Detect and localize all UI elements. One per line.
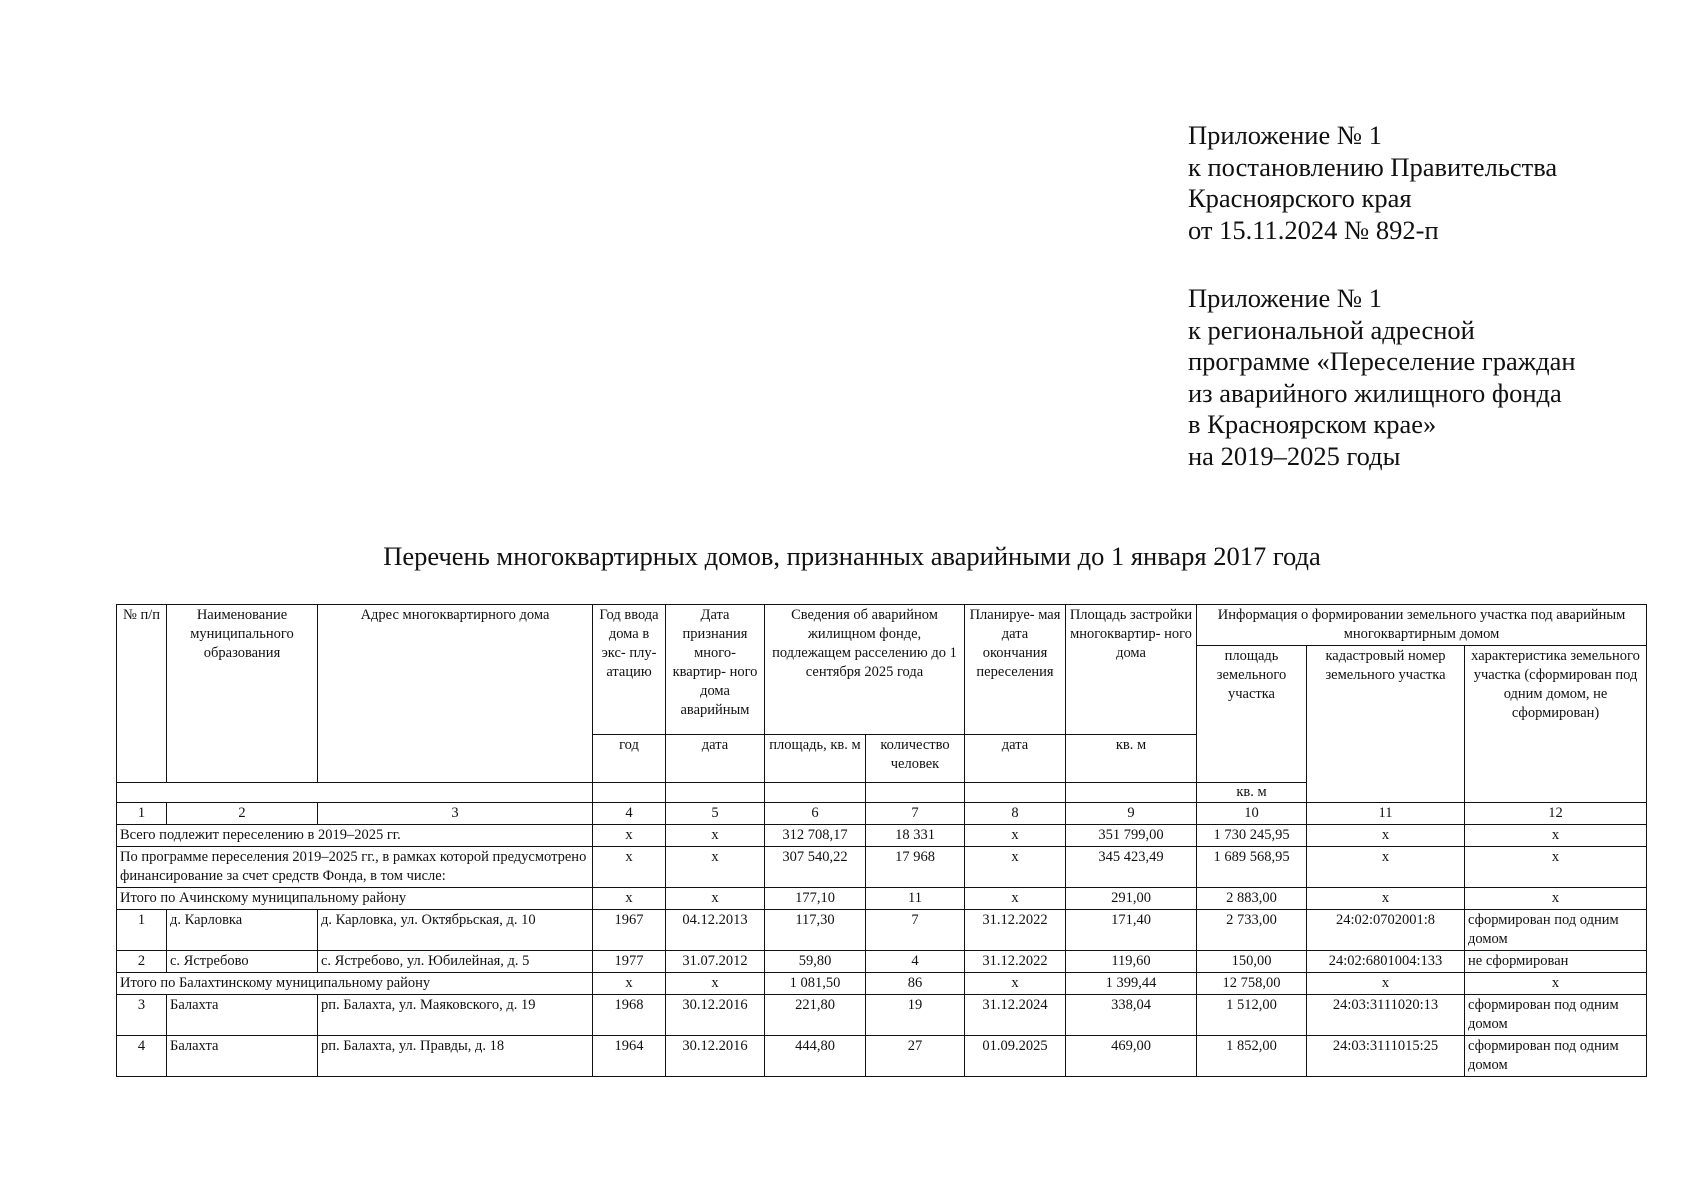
column-number: 12 <box>1465 803 1647 825</box>
row-municipality: с. Ястребово <box>167 951 318 973</box>
appendix-line: Приложение № 1 <box>1188 120 1383 150</box>
row-address: рп. Балахта, ул. Правды, д. 18 <box>318 1036 593 1077</box>
row-people: 27 <box>866 1036 965 1077</box>
header-row <box>117 605 1647 646</box>
column-number: 4 <box>593 803 666 825</box>
column-number: 8 <box>965 803 1066 825</box>
summary-planned: x <box>965 888 1066 910</box>
summary-year: x <box>593 888 666 910</box>
header-spacer <box>765 783 866 803</box>
table-row <box>117 1036 1647 1077</box>
summary-date: x <box>666 888 765 910</box>
row-cadastral: 24:02:0702001:8 <box>1307 910 1465 951</box>
row-land-area: 150,00 <box>1197 951 1307 973</box>
row-num: 2 <box>117 951 167 973</box>
summary-people: 11 <box>866 888 965 910</box>
header-land-area: площадь земельного участка <box>1197 646 1307 783</box>
header-municipality: Наименование муниципального образования <box>167 605 318 783</box>
summary-area: 307 540,22 <box>765 847 866 888</box>
row-area: 59,80 <box>765 951 866 973</box>
row-date: 04.12.2013 <box>666 910 765 951</box>
summary-status: x <box>1465 973 1647 995</box>
row-year: 1967 <box>593 910 666 951</box>
row-year: 1968 <box>593 995 666 1036</box>
header-planned-date: Планируе- мая дата окончания переселения <box>965 605 1066 735</box>
summary-label: По программе переселения 2019–2025 гг., в рамках которой предусмотрено финансирование за счет средств Фонда, в том числе: <box>117 847 593 888</box>
summary-cadastral: x <box>1307 973 1465 995</box>
row-cadastral: 24:02:6801004:133 <box>1307 951 1465 973</box>
row-land-status: сформирован под одним домом <box>1465 910 1647 951</box>
summary-building-area: 291,00 <box>1066 888 1197 910</box>
header-recognition-date: Дата признания много- квартир- ного дома аварийным <box>666 605 765 735</box>
table-row <box>117 910 1647 951</box>
unit-area: площадь, кв. м <box>765 734 866 782</box>
appendix-line: к постановлению Правительства <box>1188 151 1558 182</box>
header-spacer <box>1066 783 1197 803</box>
appendix-line: к региональной адресной <box>1188 314 1475 345</box>
unit-people: количество человек <box>866 734 965 782</box>
summary-people: 17 968 <box>866 847 965 888</box>
summary-people: 18 331 <box>866 825 965 847</box>
summary-year: x <box>593 825 666 847</box>
header-spacer <box>866 783 965 803</box>
column-number: 3 <box>318 803 593 825</box>
header-land-status: характеристика земельного участка (сформирован под одним домом, не сформирован) <box>1465 646 1647 803</box>
column-number: 1 <box>117 803 167 825</box>
summary-people: 86 <box>866 973 965 995</box>
summary-building-area: 1 399,44 <box>1066 973 1197 995</box>
housing-register-table <box>116 604 1647 1077</box>
summary-row-achinsk <box>117 888 1647 910</box>
summary-area: 312 708,17 <box>765 825 866 847</box>
unit-year: год <box>593 734 666 782</box>
row-num: 3 <box>117 995 167 1036</box>
summary-date: x <box>666 825 765 847</box>
row-land-area: 1 852,00 <box>1197 1036 1307 1077</box>
row-land-status: сформирован под одним домом <box>1465 995 1647 1036</box>
summary-cadastral: x <box>1307 888 1465 910</box>
row-num: 1 <box>117 910 167 951</box>
row-municipality: д. Карловка <box>167 910 318 951</box>
row-building-area: 338,04 <box>1066 995 1197 1036</box>
summary-area: 1 081,50 <box>765 973 866 995</box>
row-num: 4 <box>117 1036 167 1077</box>
summary-status: x <box>1465 888 1647 910</box>
row-building-area: 171,40 <box>1066 910 1197 951</box>
summary-status: x <box>1465 847 1647 888</box>
table-row <box>117 995 1647 1036</box>
appendix-government-decree <box>1188 120 1557 246</box>
summary-cadastral: x <box>1307 847 1465 888</box>
row-planned: 31.12.2024 <box>965 995 1066 1036</box>
row-building-area: 119,60 <box>1066 951 1197 973</box>
summary-date: x <box>666 847 765 888</box>
summary-label: Итого по Ачинскому муниципальному району <box>117 888 593 910</box>
summary-land-area: 12 758,00 <box>1197 973 1307 995</box>
row-land-status: не сформирован <box>1465 951 1647 973</box>
summary-planned: x <box>965 825 1066 847</box>
summary-building-area: 351 799,00 <box>1066 825 1197 847</box>
header-land-info: Информация о формировании земельного участка под аварийным многоквартирным домом <box>1197 605 1647 646</box>
appendix-line: на 2019–2025 годы <box>1188 440 1401 471</box>
row-municipality: Балахта <box>167 995 318 1036</box>
column-number: 5 <box>666 803 765 825</box>
column-number: 6 <box>765 803 866 825</box>
header-fund-info: Сведения об аварийном жилищном фонде, подлежащем расселению до 1 сентября 2025 года <box>765 605 965 735</box>
header-spacer <box>965 783 1066 803</box>
row-area: 117,30 <box>765 910 866 951</box>
appendix-line: Приложение № 1 <box>1188 283 1383 313</box>
unit-land-area: кв. м <box>1197 783 1307 803</box>
summary-row-balakhta <box>117 973 1647 995</box>
table-row <box>117 951 1647 973</box>
row-people: 7 <box>866 910 965 951</box>
header-num: № п/п <box>117 605 167 783</box>
unit-date: дата <box>666 734 765 782</box>
row-municipality: Балахта <box>167 1036 318 1077</box>
column-number: 2 <box>167 803 318 825</box>
row-building-area: 469,00 <box>1066 1036 1197 1077</box>
row-planned: 31.12.2022 <box>965 910 1066 951</box>
appendix-line: в Красноярском крае» <box>1188 409 1437 439</box>
appendix-line: программе «Переселение граждан <box>1188 346 1576 376</box>
summary-land-area: 1 730 245,95 <box>1197 825 1307 847</box>
header-cadastral: кадастровый номер земельного участка <box>1307 646 1465 803</box>
summary-land-area: 2 883,00 <box>1197 888 1307 910</box>
appendix-line: из аварийного жилищного фонда <box>1188 377 1562 408</box>
row-area: 221,80 <box>765 995 866 1036</box>
row-cadastral: 24:03:3111020:13 <box>1307 995 1465 1036</box>
row-land-area: 1 512,00 <box>1197 995 1307 1036</box>
summary-year: x <box>593 847 666 888</box>
summary-year: x <box>593 973 666 995</box>
column-number: 7 <box>866 803 965 825</box>
row-people: 19 <box>866 995 965 1036</box>
row-year: 1977 <box>593 951 666 973</box>
unit-planned: дата <box>965 734 1066 782</box>
header-spacer <box>593 783 666 803</box>
header-spacer <box>117 783 593 803</box>
row-people: 4 <box>866 951 965 973</box>
header-year: Год ввода дома в экс- плу- атацию <box>593 605 666 735</box>
summary-building-area: 345 423,49 <box>1066 847 1197 888</box>
row-date: 30.12.2016 <box>666 995 765 1036</box>
summary-date: x <box>666 973 765 995</box>
column-number: 10 <box>1197 803 1307 825</box>
summary-row-program <box>117 847 1647 888</box>
row-date: 30.12.2016 <box>666 1036 765 1077</box>
summary-planned: x <box>965 973 1066 995</box>
appendix-regional-program <box>1188 283 1576 472</box>
column-number: 9 <box>1066 803 1197 825</box>
row-address: рп. Балахта, ул. Маяковского, д. 19 <box>318 995 593 1036</box>
row-date: 31.07.2012 <box>666 951 765 973</box>
header-spacer <box>666 783 765 803</box>
column-number: 11 <box>1307 803 1465 825</box>
appendix-line: от 15.11.2024 № 892-п <box>1188 214 1439 245</box>
summary-status: x <box>1465 825 1647 847</box>
row-cadastral: 24:03:3111015:25 <box>1307 1036 1465 1077</box>
summary-row-total <box>117 825 1647 847</box>
summary-area: 177,10 <box>765 888 866 910</box>
row-planned: 01.09.2025 <box>965 1036 1066 1077</box>
summary-cadastral: x <box>1307 825 1465 847</box>
unit-building-area: кв. м <box>1066 734 1197 782</box>
header-address: Адрес многоквартирного дома <box>318 605 593 783</box>
summary-planned: x <box>965 847 1066 888</box>
summary-land-area: 1 689 568,95 <box>1197 847 1307 888</box>
row-land-status: сформирован под одним домом <box>1465 1036 1647 1077</box>
summary-label: Всего подлежит переселению в 2019–2025 гг. <box>117 825 593 847</box>
row-address: с. Ястребово, ул. Юбилейная, д. 5 <box>318 951 593 973</box>
row-year: 1964 <box>593 1036 666 1077</box>
header-building-area: Площадь застройки многоквартир- ного дома <box>1066 605 1197 735</box>
column-number-row <box>117 803 1647 825</box>
row-land-area: 2 733,00 <box>1197 910 1307 951</box>
summary-label: Итого по Балахтинскому муниципальному району <box>117 973 593 995</box>
row-address: д. Карловка, ул. Октябрьская, д. 10 <box>318 910 593 951</box>
appendix-line: Красноярского края <box>1188 183 1412 213</box>
row-area: 444,80 <box>765 1036 866 1077</box>
row-planned: 31.12.2022 <box>965 951 1066 973</box>
document-title: Перечень многоквартирных домов, признанных аварийными до 1 января 2017 года <box>383 541 1321 571</box>
